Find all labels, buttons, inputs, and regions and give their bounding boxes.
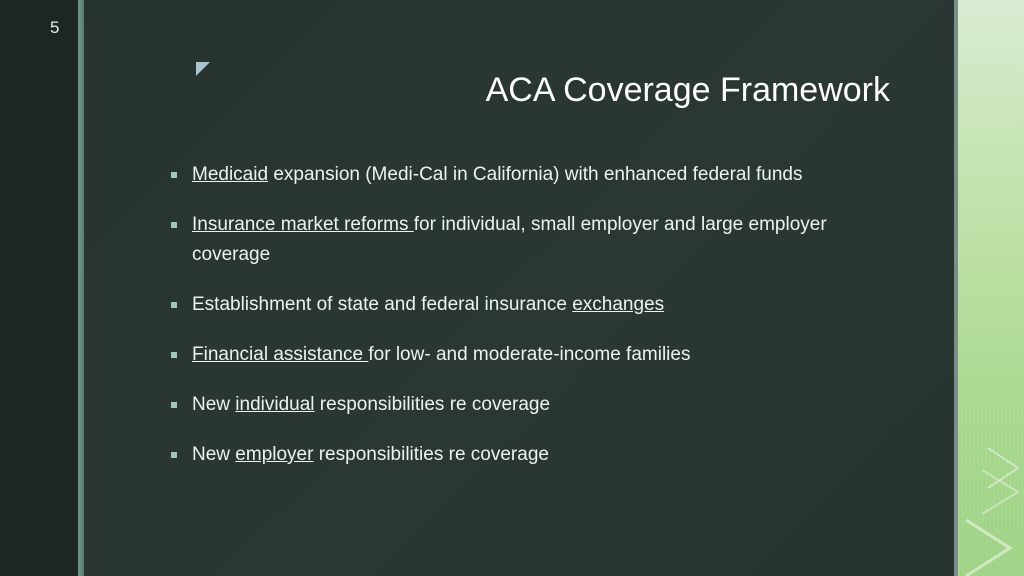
slide-number: 5 [50, 18, 60, 37]
title-corner-icon [196, 62, 210, 76]
bullet-list [168, 160, 848, 490]
employer-link[interactable]: employer [235, 444, 314, 465]
exchanges-link[interactable]: exchanges [572, 294, 665, 315]
bullet-text: responsibilities re coverage [314, 394, 551, 415]
bullet-text: New [192, 394, 236, 415]
financial-assistance-link[interactable]: Financial assistance [192, 344, 369, 365]
left-decor-strip [0, 0, 78, 576]
bullet-text: for low- and moderate-income families [368, 344, 691, 365]
medicaid-link[interactable]: Medicaid [192, 164, 269, 185]
square-bullet-icon [171, 302, 177, 308]
square-bullet-icon [171, 172, 177, 178]
list-item [168, 340, 848, 370]
individual-link[interactable]: individual [235, 394, 315, 415]
square-bullet-icon [171, 452, 177, 458]
slide-title: ACA Coverage Framework [485, 71, 890, 109]
square-bullet-icon [171, 402, 177, 408]
bullet-text: responsibilities re coverage [313, 444, 549, 465]
list-item [168, 160, 848, 190]
list-item [168, 440, 848, 470]
left-accent-line [78, 0, 84, 576]
bullet-text: for individual, small employer and large employer coverage [192, 214, 827, 265]
chevron-decor-icon [958, 0, 1024, 576]
list-item [168, 290, 848, 320]
bullet-text: New [192, 444, 236, 465]
bullet-text: expansion (Medi-Cal in California) with enhanced federal funds [268, 164, 803, 185]
right-decor-strip [958, 0, 1024, 576]
bullet-text: Establishment of state and federal insurance [192, 294, 573, 315]
square-bullet-icon [171, 352, 177, 358]
insurance-market-reforms-link[interactable]: Insurance market reforms [192, 214, 414, 235]
list-item [168, 210, 848, 270]
square-bullet-icon [171, 222, 177, 228]
list-item [168, 390, 848, 420]
